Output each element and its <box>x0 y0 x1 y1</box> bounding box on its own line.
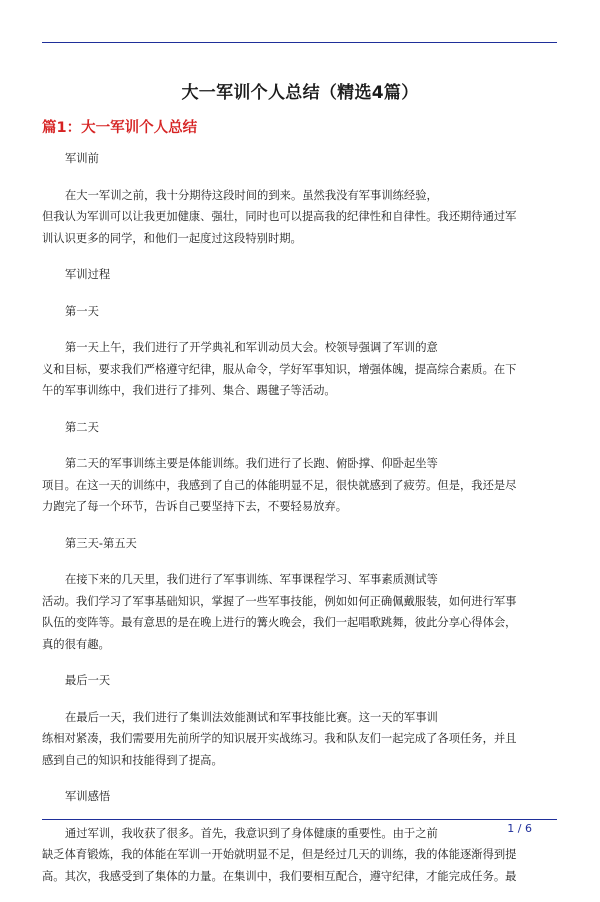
text-line: 最后一天 <box>65 674 111 687</box>
text-line: 午的军事训练中，我们进行了排列、集合、踢毽子等活动。 <box>42 384 336 397</box>
text-line: 在接下来的几天里，我们进行了军事训练、军事课程学习、军事素质测试等 <box>65 573 438 586</box>
text-line: 第二天的军事训练主要是体能训练。我们进行了长跑、俯卧撑、仰卧起坐等 <box>65 457 438 470</box>
paragraph <box>42 185 557 250</box>
text-line: 项目。在这一天的训练中，我感到了自己的体能明显不足，很快就感到了疲劳。但是，我还是尽 <box>42 478 517 492</box>
text-line: 活动。我们学习了军事基础知识，掌握了一些军事技能，例如如何正确佩戴服装，如何进行军事 <box>42 594 517 608</box>
text-line: 感到自己的知识和技能得到了提高。 <box>42 753 223 767</box>
footer-rule <box>42 819 557 820</box>
subheading <box>42 264 557 286</box>
text-line: 第二天 <box>65 420 99 434</box>
text-line: 练相对紧凑，我们需要用先前所学的知识展开实战练习。我和队友们一起完成了各项任务，并且 <box>42 732 517 745</box>
text-line: 第一天上午，我们进行了开学典礼和军训动员大会。校领导强调了军训的意 <box>65 341 438 354</box>
text-line: 但我认为军训可以让我更加健康、强壮，同时也可以提高我的纪律性和自律性。我还期待通过军 <box>42 210 517 223</box>
text-line: 军训感悟 <box>65 790 111 803</box>
subheading <box>42 417 557 439</box>
subheading <box>42 301 557 323</box>
paragraph <box>42 337 557 402</box>
text-line: 训认识更多的同学，和他们一起度过这段特别时期。 <box>42 231 302 245</box>
text-line: 义和目标，要求我们严格遵守纪律，服从命令，学好军事知识，增强体魄，提高综合素质。在下 <box>42 362 517 376</box>
text-line: 在大一军训之前，我十分期待这段时间的到来。虽然我没有军事训练经验， <box>65 188 438 202</box>
header-rule <box>42 42 557 43</box>
text-line: 力跑完了每一个环节，告诉自己要坚持下去，不要轻易放弃。 <box>42 500 348 513</box>
text-line: 在最后一天，我们进行了集训法效能测试和军事技能比赛。这一天的军事训 <box>65 710 438 724</box>
paragraph <box>42 823 557 888</box>
text-line: 缺乏体育锻炼，我的体能在军训一开始就明显不足，但是经过几天的训练，我的体能逐渐得到提 <box>42 848 517 861</box>
page-number: 1 / 6 <box>507 822 532 835</box>
text-line: 军训前 <box>65 152 99 165</box>
text-line: 真的很有趣。 <box>42 637 110 651</box>
text-line: 军训过程 <box>65 268 111 281</box>
document-title: 大一军训个人总结（精选4篇） <box>181 83 419 103</box>
text-line: 第一天 <box>65 304 99 318</box>
subheading <box>42 670 557 692</box>
paragraph <box>42 453 557 518</box>
text-line: 队伍的变阵等。最有意思的是在晚上进行的篝火晚会，我们一起唱歌跳舞，彼此分享心得体会， <box>42 616 517 629</box>
text-line: 第三天-第五天 <box>65 536 137 550</box>
paragraph <box>42 707 557 772</box>
subheading <box>42 533 557 555</box>
text-line: 高。其次，我感受到了集体的力量。在集训中，我们要相互配合，遵守纪律，才能完成任务。最 <box>42 869 517 883</box>
document-body <box>42 148 557 902</box>
section-heading: 篇1：大一军训个人总结 <box>42 120 198 136</box>
paragraph <box>42 569 557 655</box>
subheading <box>42 148 557 170</box>
subheading <box>42 786 557 808</box>
text-line: 通过军训，我收获了很多。首先，我意识到了身体健康的重要性。由于之前 <box>65 826 438 840</box>
